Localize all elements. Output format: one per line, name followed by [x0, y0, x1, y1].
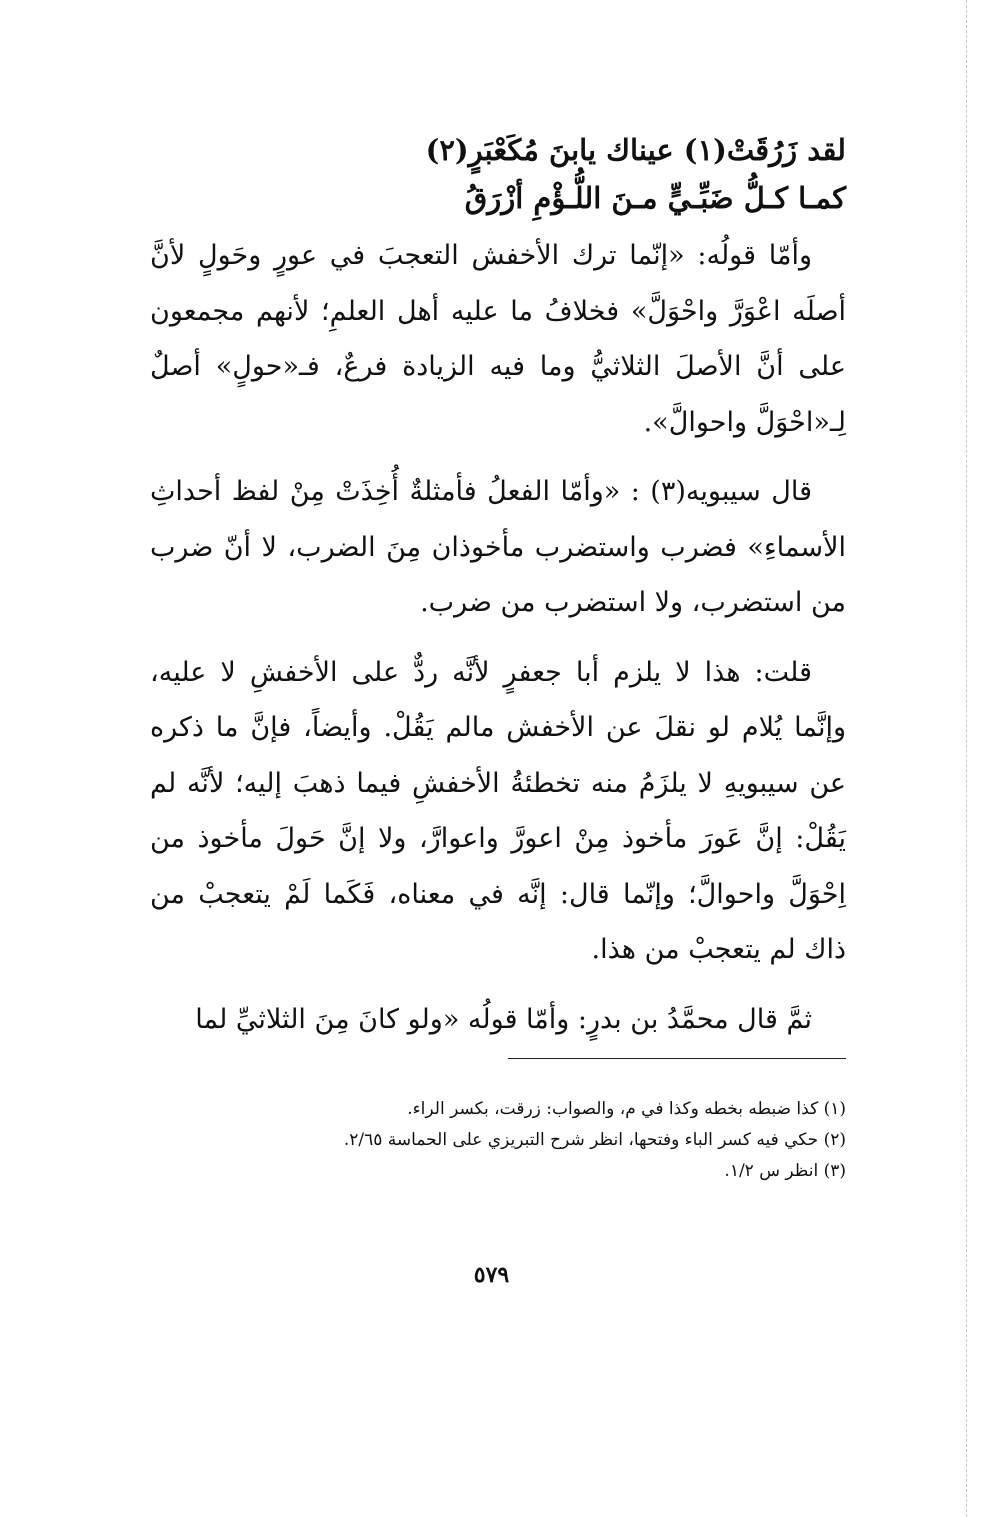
page-number: ٥٧٩ — [473, 1262, 510, 1288]
paragraph-3: قلت: هذا لا يلزم أبا جعفرٍ لأنَّه ردٌّ على الأخفشِ لا عليه، وإنَّما يُلام لو نقلَ عن الأخفش مالم يَقُلْ. وأيضاً، فإنَّ ما ذكره عن سيبويهِ لا يلزَمُ منه تخطئةُ الأخفشِ فيما ذهبَ إليه؛ لأنَّه لم يَقُلْ: إنَّ عَورَ مأخوذ مِنْ اعورَّ واعوارَّ، ولا إنَّ حَولَ مأخوذ من اِحْوَلَّ واحوالَّ؛ وإنّما قال: إنَّه في معناه، فَكَما لَمْ يتعجبْ من ذاك لم يتعجبْ من هذا. — [150, 656, 846, 965]
footnote-divider — [508, 1058, 846, 1059]
footnote-1: (١) كذا ضبطه بخطه وكذا في م، والصواب: زرقت، بكسر الراء. — [407, 1099, 846, 1119]
main-text — [150, 126, 846, 1047]
poetry-verse — [150, 126, 846, 222]
footnote-3: (٣) انظر س ١/٢. — [724, 1161, 846, 1181]
paragraph-4: ثمَّ قال محمَّدُ بن بدرٍ: وأمّا قولُه «ولو كانَ مِنَ الثلاثيِّ لما — [195, 1003, 812, 1035]
paragraph-1: وأمّا قولُه: «إنّما ترك الأخفش التعجبَ في عورٍ وحَولٍ لأنَّ أصلَه اعْوَرَّ واحْوَلَّ» فخلافُ ما عليه أهل العلمِ؛ لأنهم مجمعون على أنَّ الأصلَ الثلاثيُّ وما فيه الزيادة فرعٌ، فـ«حولٍ» أصلٌ لِـ«احْوَلَّ واحوالَّ». — [150, 240, 846, 438]
verse-line-1: لقد زَرُقَتْ(١) عيناك يابنَ مُكَعْبَرٍ(٢) — [425, 133, 846, 167]
scan-edge — [966, 0, 968, 1517]
verse-line-2: كمـا كـلُّ ضَبِّـيٍّ مـنَ اللُّـؤْمِ أزْرَقُ — [464, 181, 846, 215]
footnotes — [150, 1094, 846, 1187]
paragraph-2: قال سيبويه(٣) : «وأمّا الفعلُ فأمثلةٌ أُخِذَتْ مِنْ لفظ أحداثِ الأسماءِ» فضرب واستضرب مأخوذان مِنَ الضرب، لا أنّ ضرب من استضرب، ولا استضرب من ضرب. — [150, 476, 846, 618]
footnote-2: (٢) حكي فيه كسر الباء وفتحها، انظر شرح التبريزي على الحماسة ٢/٦٥. — [343, 1130, 846, 1150]
